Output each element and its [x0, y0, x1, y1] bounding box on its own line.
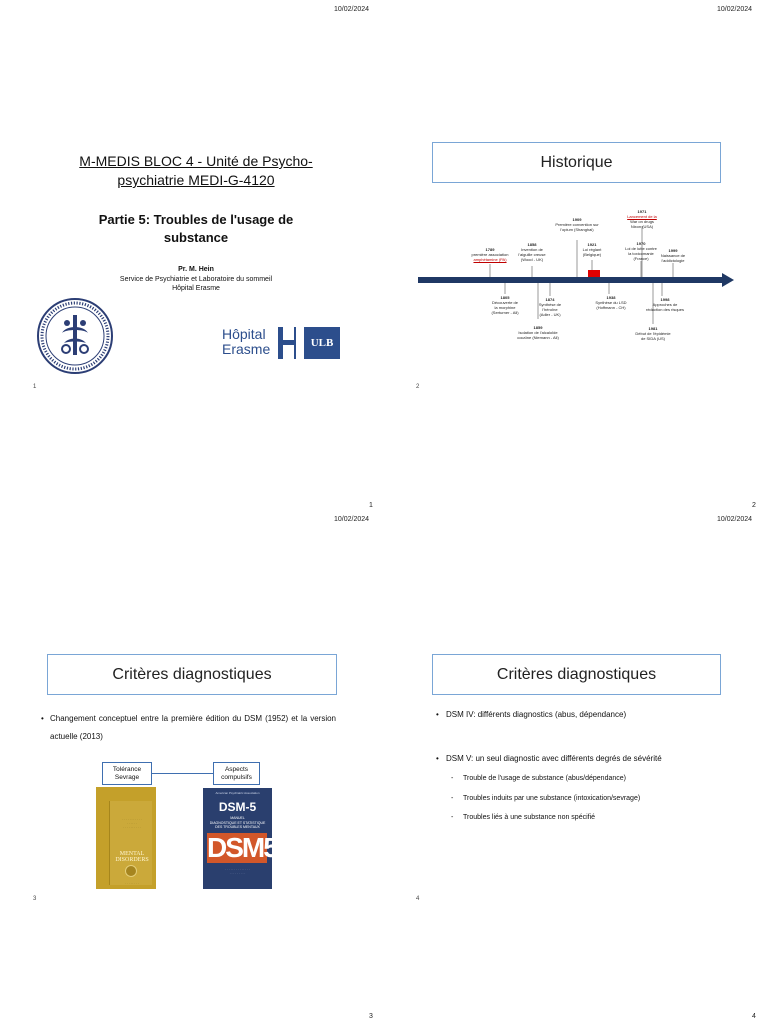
author-name: Pr. M. Hein [178, 266, 214, 273]
timeline-event: 1970 Loi de lutte contre la toxicomanie (France) [625, 241, 657, 261]
timeline-marker [588, 270, 600, 277]
label-tolerance-sevrage: Tolérance Sevrage [102, 762, 152, 785]
slide4-bullet2-text: DSM V: un seul diagnostic avec différents degrés de sévérité [446, 754, 662, 763]
slide4-bullet-2: • DSM V: un seul diagnostic avec différents degrés de sévérité [436, 754, 662, 763]
date-top-right: 10/02/2024 [717, 6, 753, 13]
date-mid-left: 10/02/2024 [334, 516, 370, 523]
hopital-erasme-logo [222, 325, 340, 361]
slide4-subitem-3: - Troubles liés à une substance non spécifié [451, 814, 596, 821]
slide1-title [40, 152, 352, 190]
timeline-event: 1874 Synthèse de l'héroïne (Adler - UK) [538, 297, 562, 317]
timeline-event: 1859 Isolation de l'alcaloïde cocaïne (Niemann - All) [517, 325, 559, 340]
logo-word-hopital: Hôpital [222, 326, 266, 342]
slide4-number: 4 [416, 896, 420, 902]
page-number-4: 4 [752, 1013, 756, 1020]
slide3-number: 3 [33, 896, 37, 902]
page-number-2: 2 [752, 502, 756, 509]
slide3-bullet [41, 710, 336, 746]
slide3-title: Critères diagnostiques [47, 654, 337, 695]
slide1-author-block [40, 265, 352, 294]
slide4-subitem-2: - Troubles induits par une substance (intoxication/sevrage) [451, 795, 641, 802]
slide1-subtitle [40, 211, 352, 247]
date-mid-right: 10/02/2024 [717, 516, 753, 523]
timeline-event: 1971 Lancement de la War on drugs Nixon (USA) [627, 209, 657, 229]
timeline-event: 1999 Naissance de l'addictologie [660, 248, 686, 263]
timeline-event: 1805 Découverte de la morphine (Serturner - All) [491, 295, 519, 315]
timeline-event: 1921 Loi réglant (Belgique) [582, 242, 602, 257]
timeline-arrowhead [722, 273, 734, 287]
slide4-title: Critères diagnostiques [432, 654, 721, 695]
slide3-bullet-text: Changement conceptuel entre la première édition du DSM (1952) et la version actuelle (2013) [50, 714, 336, 741]
timeline-event: 1858 Invention de l'aiguille creuse (Wood - UK) [518, 242, 546, 262]
dsm5-book-cover [203, 788, 277, 889]
slide1-title-line2: psychiatrie MEDI-G-4120 [117, 172, 275, 188]
slide1-title-line1: M-MEDIS BLOC 4 - Unité de Psycho- [79, 153, 313, 169]
slide1-number: 1 [33, 384, 37, 390]
erasme-h-icon [276, 327, 300, 359]
dsm1-title: MENTAL DISORDERS [115, 851, 149, 863]
dsm5-big-logo: DSM5 [207, 832, 277, 863]
timeline-event: 1938 Synthèse du LSD (Hoffmann - CH) [595, 295, 627, 310]
label-connector-line [152, 773, 213, 774]
slide1-subtitle-line2: substance [163, 230, 229, 245]
timeline-event: 1998 Approches de réduction des risques [645, 297, 685, 312]
dsm5-footer: · · · · · · · · · · · · · · · · · · · · · · · [225, 867, 250, 875]
dsm5-publisher: American Psychiatric Association [215, 791, 260, 795]
slide2-number: 2 [416, 384, 420, 390]
medal-icon [125, 865, 137, 877]
slide2-title: Historique [432, 142, 721, 183]
dsm5-title: DSM-5 [218, 800, 257, 814]
page-number-3: 3 [369, 1013, 373, 1020]
bullet-dot: • [41, 714, 44, 723]
page-number-1: 1 [369, 502, 373, 509]
timeline-axis [418, 277, 724, 283]
timeline-event: 1981 Début de l'épidémie de SIDA (US) [635, 326, 671, 341]
label-aspects-compulsifs: Aspects compulsifs [213, 762, 260, 785]
logo-word-erasme: Erasme [222, 341, 271, 357]
dsm1-book-cover: · · · · · · · · · · · · · · · · · · · · · · · · · · · MENTAL DISORDERS · · · · · · · · [96, 787, 156, 889]
timeline-event: 1789 première association amphétamine (PA) [471, 247, 509, 262]
dsm5-subtitle: MANUEL DIAGNOSTIQUE ET STATISTIQUE DES TROUBLES MENTAUX [209, 816, 266, 829]
slide1-subtitle-line1: Partie 5: Troubles de l'usage de [98, 212, 294, 227]
slide4-bullet-1: • DSM IV: différents diagnostics (abus, dépendance) [436, 710, 627, 719]
author-affiliation: Service de Psychiatrie et Laboratoire du sommeil [119, 275, 273, 283]
university-seal-icon [36, 297, 114, 375]
slide4-bullet1-text: DSM IV: différents diagnostics (abus, dépendance) [446, 710, 627, 719]
timeline-event: 1909 Première convention sur l'opium (Shanghai) [555, 217, 599, 232]
ulb-logo: ULB [304, 327, 340, 359]
slide4-subitem-1: - Trouble de l'usage de substance (abus/dépendance) [451, 775, 626, 782]
author-hospital: Hôpital Erasme [172, 285, 220, 292]
date-top-left: 10/02/2024 [334, 6, 370, 13]
